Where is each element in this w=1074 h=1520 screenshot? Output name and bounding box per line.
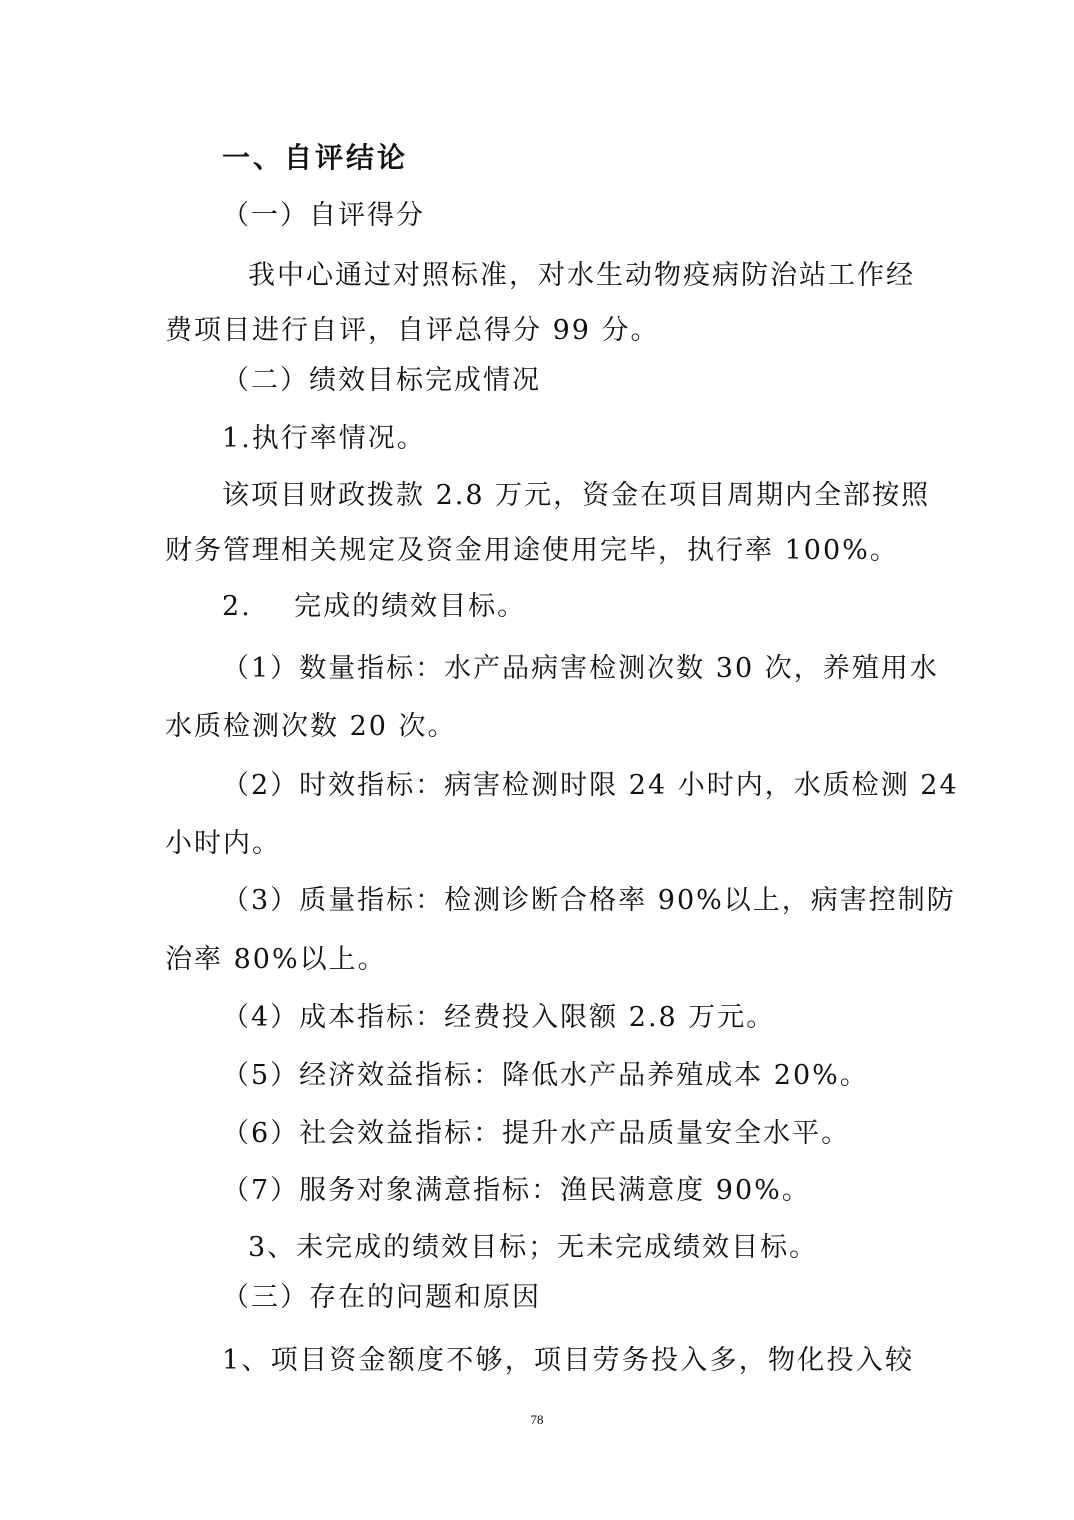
metric-timeliness-line-2: 小时内。 xyxy=(165,828,281,859)
subheading-performance-goals: （二）绩效目标完成情况 xyxy=(222,365,541,396)
paragraph-execution-line-2: 财务管理相关规定及资金用途使用完毕，执行率 100%。 xyxy=(165,535,899,566)
metric-cost: （4）成本指标：经费投入限额 2.8 万元。 xyxy=(222,1002,776,1033)
metric-quality-line-2: 治率 80%以上。 xyxy=(165,944,387,975)
metric-quantity-line-2: 水质检测次数 20 次。 xyxy=(165,711,457,742)
page-number: 78 xyxy=(530,1412,544,1427)
metric-timeliness-line-1: （2）时效指标：病害检测时限 24 小时内，水质检测 24 xyxy=(222,770,959,801)
problem-1-line-1: 1、项目资金额度不够，项目劳务投入多，物化投入较 xyxy=(222,1345,914,1376)
metric-quantity-line-1: （1）数量指标：水产品病害检测次数 30 次，养殖用水 xyxy=(222,653,939,684)
item-completed-goals-title: 2. 完成的绩效目标。 xyxy=(222,591,527,622)
item-execution-rate-title: 1.执行率情况。 xyxy=(222,423,426,454)
paragraph-score-line-2: 费项目进行自评，自评总得分 99 分。 xyxy=(165,315,660,346)
subheading-self-evaluation-score: （一）自评得分 xyxy=(222,200,425,231)
paragraph-score-line-1: 我中心通过对照标准，对水生动物疫病防治站工作经 xyxy=(248,260,915,291)
item-uncompleted-goals: 3、未完成的绩效目标；无未完成绩效目标。 xyxy=(248,1232,819,1263)
section-heading-self-evaluation-conclusion: 一、自评结论 xyxy=(222,141,409,174)
metric-economic-benefit: （5）经济效益指标：降低水产品养殖成本 20%。 xyxy=(222,1060,869,1091)
metric-quality-line-1: （3）质量指标：检测诊断合格率 90%以上，病害控制防 xyxy=(222,885,956,916)
metric-social-benefit: （6）社会效益指标：提升水产品质量安全水平。 xyxy=(222,1118,851,1149)
subheading-problems-and-causes: （三）存在的问题和原因 xyxy=(222,1282,541,1313)
metric-satisfaction: （7）服务对象满意指标：渔民满意度 90%。 xyxy=(222,1175,811,1206)
paragraph-execution-line-1: 该项目财政拨款 2.8 万元，资金在项目周期内全部按照 xyxy=(222,480,931,511)
